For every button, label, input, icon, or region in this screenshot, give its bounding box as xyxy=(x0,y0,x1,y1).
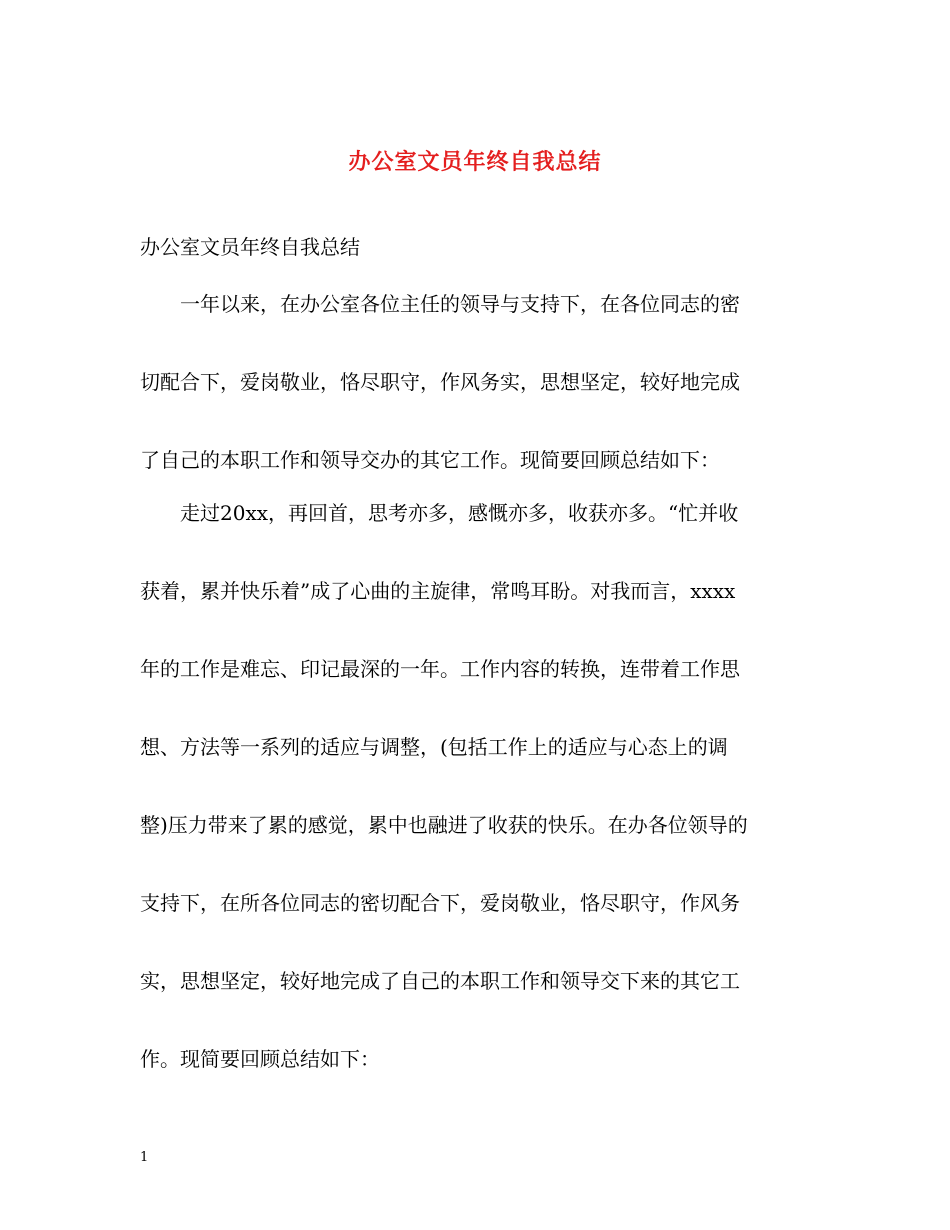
paragraph-2-line-7: 实，思想坚定，较好地完成了自己的本职工作和领导交下来的其它工 xyxy=(140,969,740,993)
paragraph-1-line-1: 一年以来，在办公室各位主任的领导与支持下，在各位同志的密 xyxy=(180,292,740,316)
paragraph-1-line-3: 了自己的本职工作和领导交办的其它工作。现简要回顾总结如下： xyxy=(140,448,720,472)
paragraph-2-line-4: 想、方法等一系列的适应与调整，(包括工作上的适应与心态上的调 xyxy=(140,735,728,759)
page-number: 1 xyxy=(140,1150,149,1165)
paragraph-1-line-2: 切配合下，爱岗敬业，恪尽职守，作风务实，思想坚定，较好地完成 xyxy=(140,370,740,394)
paragraph-2-line-6: 支持下，在所各位同志的密切配合下，爱岗敬业，恪尽职守，作风务 xyxy=(140,891,740,915)
paragraph-2-line-8: 作。现简要回顾总结如下： xyxy=(140,1047,380,1071)
paragraph-2-line-2: 获着，累并快乐着”成了心曲的主旋律，常鸣耳盼。对我而言，xxxx xyxy=(140,579,736,603)
document-title: 办公室文员年终自我总结 xyxy=(348,149,602,175)
document-subtitle: 办公室文员年终自我总结 xyxy=(140,235,360,259)
paragraph-2-line-1: 走过20xx，再回首，思考亦多，感慨亦多，收获亦多。“忙并收 xyxy=(180,501,739,525)
paragraph-2-line-5: 整)压力带来了累的感觉，累中也融进了收获的快乐。在办各位领导的 xyxy=(140,813,748,837)
paragraph-2-line-3: 年的工作是难忘、印记最深的一年。工作内容的转换，连带着工作思 xyxy=(140,657,740,681)
paragraph-1 xyxy=(140,289,800,475)
paragraph-2 xyxy=(140,498,800,1074)
